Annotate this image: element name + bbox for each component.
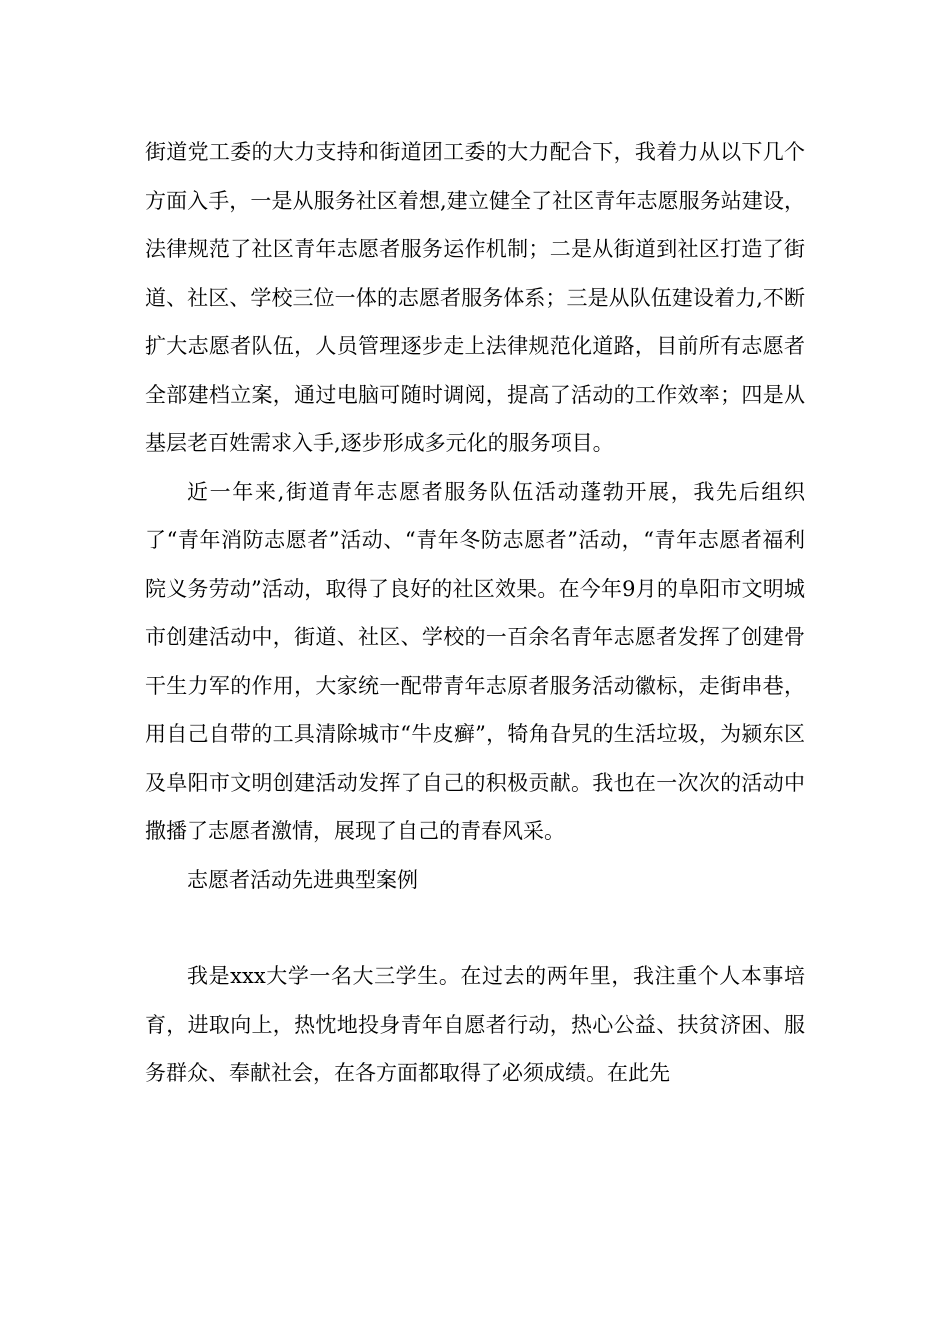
blank-line [145,904,805,952]
paragraph-volunteer-service-system: 街道党工委的大力支持和街道团工委的大力配合下，我着力从以下几个方面入手，一是从服务社区着想,建立健全了社区青年志愿服务站建设，法律规范了社区青年志愿者服务运作机制；二是从街道到社区打造了街道、社区、学校三位一体的志愿者服务体系；三是从队伍建设着力,不断扩大志愿者队伍，人员管理逐步走上法律规范化道路，目前所有志愿者全部建档立案，通过电脑可随时调阅，提高了活动的工作效率；四是从基层老百姓需求入手,逐步形成多元化的服务项目。 [145,140,805,455]
section-heading: 志愿者活动先进典型案例 [187,867,418,892]
paragraph-student-introduction: 我是xxx大学一名大三学生。在过去的两年里，我注重个人本事培育，进取向上，热忱地投身青年自愿者行动，热心公益、扶贫济困、服务群众、奉献社会，在各方面都取得了必须成绩。在此先 [145,964,805,1085]
document-body [145,128,805,1098]
paragraph-volunteer-activities: 近一年来,街道青年志愿者服务队伍活动蓬勃开展，我先后组织了“青年消防志愿者”活动、“青年冬防志愿者”活动，“青年志愿者福利院义务劳动”活动，取得了良好的社区效果。在今年9月的阜阳市文明城市创建活动中，街道、社区、学校的一百余名青年志愿者发挥了创建骨干生力军的作用，大家统一配带青年志原者服务活动徽标，走街串巷，用自己自带的工具清除城市“牛皮癣”，犄角旮旯的生活垃圾，为颍东区及阜阳市文明创建活动发挥了自己的积极贡献。我也在一次次的活动中撒播了志愿者激情，展现了自己的青春风采。 [145,479,805,843]
